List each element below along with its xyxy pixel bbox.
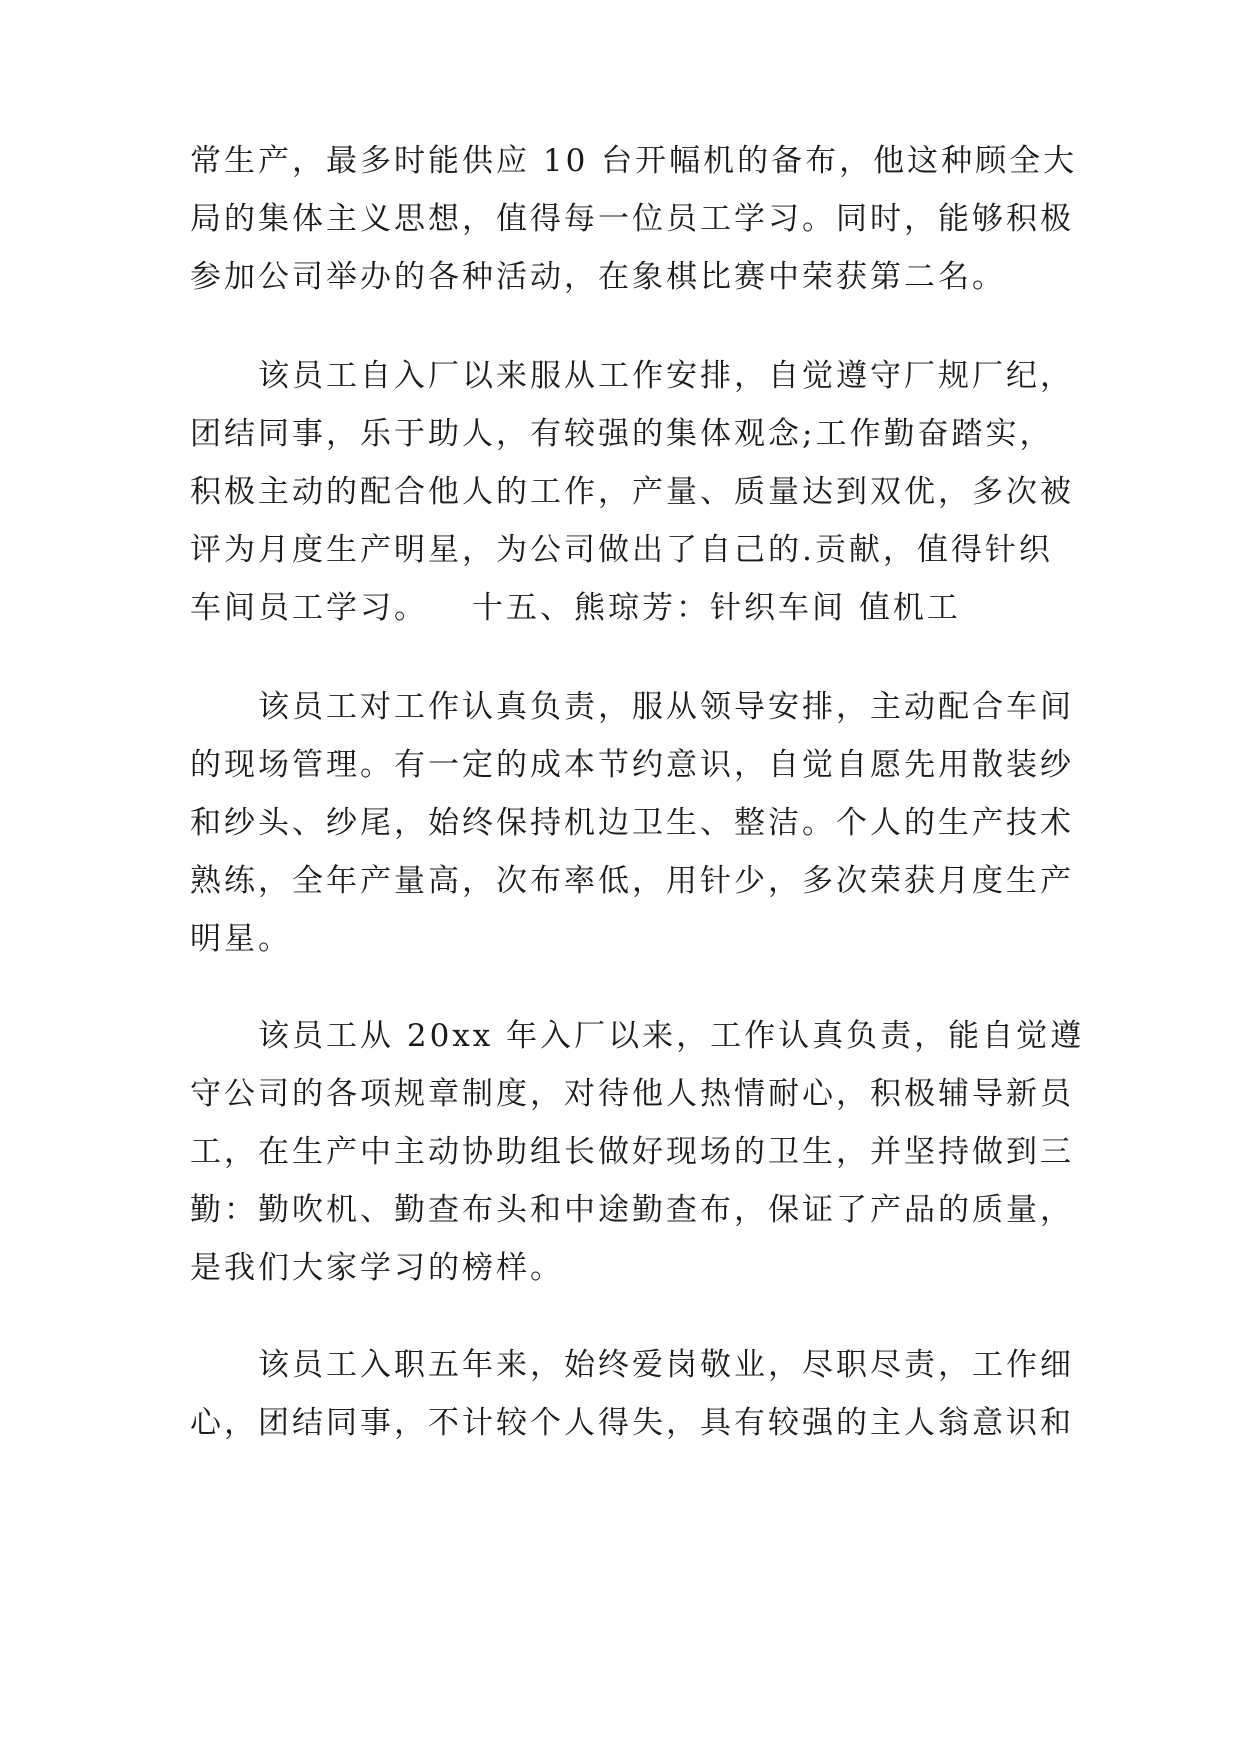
paragraph-2 bbox=[190, 347, 1074, 637]
paragraph-5-line-1: 该员工入职五年来，始终爱岗敬业，尽职尽责，工作细 bbox=[258, 1347, 1074, 1383]
section-heading: 十五、熊琼芳：针织车间 值机工 bbox=[472, 590, 961, 626]
paragraph-4-line-3: 工，在生产中主动协助组长做好现场的卫生，并坚持做到三 bbox=[190, 1134, 1074, 1170]
paragraph-2-last-line: 车间员工学习。 bbox=[190, 590, 428, 626]
paragraph-3-line-3: 和纱头、纱尾，始终保持机边卫生、整洁。个人的生产技术 bbox=[190, 805, 1074, 841]
paragraph-2-line-5 bbox=[190, 579, 1070, 637]
paragraph-4-line-4: 勤：勤吹机、勤查布头和中途勤查布，保证了产品的质量， bbox=[190, 1192, 1074, 1228]
paragraph-1-line-2: 局的集体主义思想，值得每一位员工学习。同时，能够积极 bbox=[190, 201, 1074, 237]
paragraph-2-line-2: 团结同事，乐于助人，有较强的集体观念;工作勤奋踏实， bbox=[190, 416, 1054, 452]
paragraph-2-line-3: 积极主动的配合他人的工作，产量、质量达到双优，多次被 bbox=[190, 474, 1074, 510]
paragraph-5-line-2: 心，团结同事，不计较个人得失，具有较强的主人翁意识和 bbox=[190, 1405, 1074, 1441]
paragraph-4-line-2: 守公司的各项规章制度，对待他人热情耐心，积极辅导新员 bbox=[190, 1076, 1074, 1112]
paragraph-1-line-3: 参加公司举办的各种活动，在象棋比赛中荣获第二名。 bbox=[190, 259, 1006, 295]
paragraph-1-line-1: 常生产，最多时能供应 10 台开幅机的备布，他这种顾全大 bbox=[190, 143, 1078, 179]
paragraph-3-line-5: 明星。 bbox=[190, 921, 292, 957]
paragraph-2-line-1: 该员工自入厂以来服从工作安排，自觉遵守厂规厂纪， bbox=[258, 358, 1074, 394]
paragraph-3-line-1: 该员工对工作认真负责，服从领导安排，主动配合车间 bbox=[258, 689, 1074, 725]
paragraph-2-line-4: 评为月度生产明星，为公司做出了自己的.贡献，值得针织 bbox=[190, 532, 1053, 568]
paragraph-3-line-2: 的现场管理。有一定的成本节约意识，自觉自愿先用散装纱 bbox=[190, 747, 1074, 783]
paragraph-4 bbox=[190, 1007, 1085, 1297]
paragraph-1 bbox=[190, 132, 1078, 306]
paragraph-4-line-1: 该员工从 20xx 年入厂以来，工作认真负责，能自觉遵 bbox=[258, 1018, 1085, 1054]
paragraph-5 bbox=[190, 1336, 1074, 1452]
paragraph-3-line-4: 熟练，全年产量高，次布率低，用针少，多次荣获月度生产 bbox=[190, 863, 1074, 899]
paragraph-4-line-5: 是我们大家学习的榜样。 bbox=[190, 1250, 564, 1286]
paragraph-3 bbox=[190, 678, 1074, 968]
